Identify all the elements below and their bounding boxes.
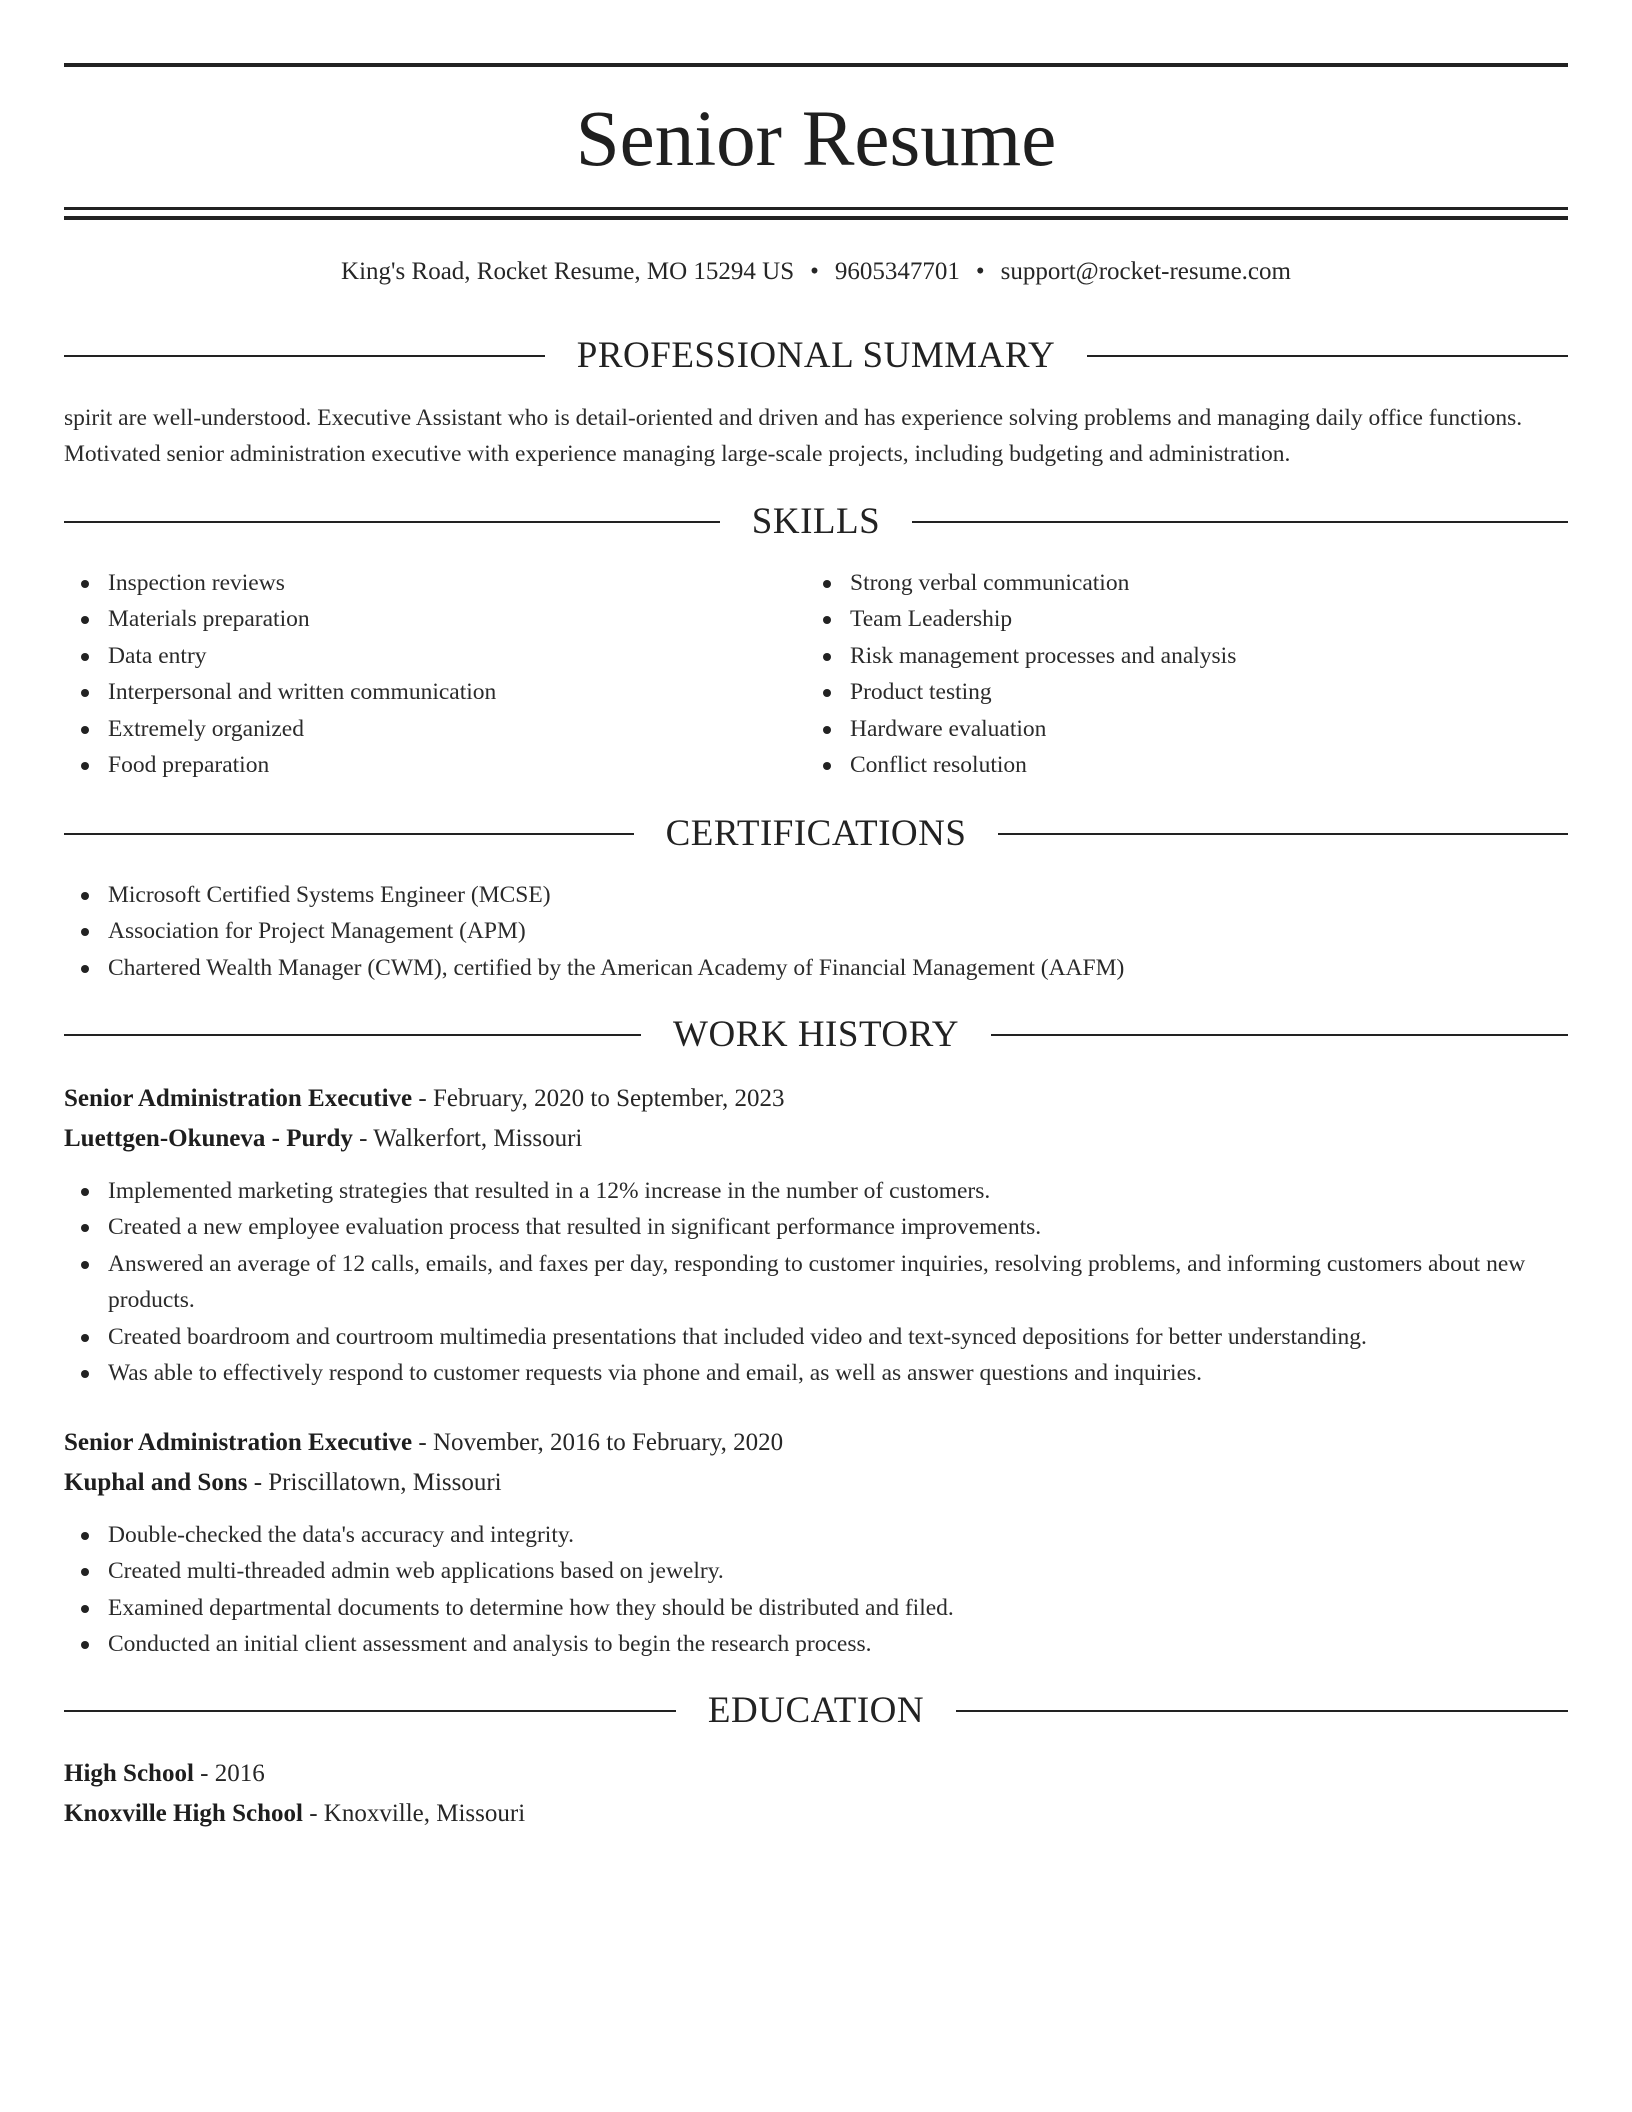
job-title-line [64, 1424, 1568, 1462]
heading-rule [912, 521, 1568, 523]
skill-item: Data entry [64, 638, 804, 674]
skill-item: Risk management processes and analysis [806, 638, 1566, 674]
skills-heading [64, 500, 1568, 544]
certification-item: Microsoft Certified Systems Engineer (MCSE) [64, 877, 1568, 913]
education-school: Knoxville High School [64, 1800, 303, 1827]
job-company: Kuphal and Sons [64, 1469, 248, 1496]
skill-item: Interpersonal and written communication [64, 674, 804, 710]
top-divider [64, 63, 1568, 67]
certification-item: Association for Project Management (APM) [64, 913, 1568, 949]
resume-name: Senior Resume [575, 96, 1057, 183]
heading-rule [1087, 355, 1568, 357]
contact-email: support@rocket-resume.com [1000, 258, 1291, 285]
job-location: - Walkerfort, Missouri [352, 1125, 583, 1152]
summary-text: spirit are well-understood. Executive Assistant who is detail-oriented and driven and has experience solving problems and managing daily office functions. Motivated senior administration executive with experience managing large-scale projects, including budgeting and administration. [64, 405, 1523, 467]
contact-line [64, 254, 1568, 290]
certifications-heading [64, 812, 1568, 856]
certification-item: Chartered Wealth Manager (CWM), certified by the American Academy of Financial Management (AAFM) [64, 950, 1568, 986]
job-dates: - November, 2016 to February, 2020 [412, 1429, 784, 1456]
job-bullets [64, 1173, 1568, 1391]
work-title: WORK HISTORY [673, 1014, 959, 1055]
skill-item: Materials preparation [64, 601, 804, 637]
skill-item: Strong verbal communication [806, 565, 1566, 601]
skill-item: Team Leadership [806, 601, 1566, 637]
heading-rule [64, 833, 634, 835]
job-company: Luettgen-Okuneva - Purdy [64, 1125, 353, 1152]
certifications-list [64, 877, 1568, 986]
heading-rule [64, 521, 720, 523]
job-bullet: Answered an average of 12 calls, emails, and faxes per day, responding to customer inquiries, resolving problems, and informing customers about new products. [64, 1246, 1568, 1319]
skill-item: Conflict resolution [806, 747, 1566, 783]
education-degree-line [64, 1755, 1568, 1793]
education-year: - 2016 [193, 1760, 265, 1787]
job-bullet: Implemented marketing strategies that resulted in a 12% increase in the number of customers. [64, 1173, 1568, 1209]
job-bullet: Created multi-threaded admin web applications based on jewelry. [64, 1553, 1568, 1589]
skills-title: SKILLS [751, 501, 881, 542]
job-bullet: Created boardroom and courtroom multimedia presentations that included video and text-synced depositions for better understanding. [64, 1319, 1568, 1355]
skill-item: Extremely organized [64, 711, 804, 747]
contact-address: King's Road, Rocket Resume, MO 15294 US [341, 258, 795, 285]
job-dates: - February, 2020 to September, 2023 [412, 1085, 785, 1112]
contact-separator: • [975, 258, 985, 285]
heading-rule [998, 833, 1568, 835]
heading-rule [956, 1710, 1568, 1712]
skills-list-right [806, 565, 1566, 783]
education-location: - Knoxville, Missouri [302, 1800, 526, 1827]
work-heading [64, 1013, 1568, 1057]
heading-rule [64, 1710, 676, 1712]
education-title: EDUCATION [707, 1690, 925, 1731]
job-bullet: Conducted an initial client assessment and analysis to begin the research process. [64, 1626, 1568, 1662]
header-double-divider [64, 207, 1568, 220]
job-title-line [64, 1080, 1568, 1118]
certifications-title: CERTIFICATIONS [665, 813, 967, 854]
contact-separator: • [810, 258, 819, 285]
heading-rule [64, 355, 545, 357]
skill-item: Hardware evaluation [806, 711, 1566, 747]
contact-phone: 9605347701 [834, 258, 960, 285]
job-role: Senior Administration Executive [64, 1429, 413, 1456]
skills-list-left [64, 565, 804, 783]
education-school-line [64, 1795, 1568, 1833]
job-bullets [64, 1517, 1568, 1663]
skill-item: Inspection reviews [64, 565, 804, 601]
heading-rule [64, 1034, 641, 1036]
education-degree: High School [64, 1760, 194, 1787]
job-bullet: Double-checked the data's accuracy and integrity. [64, 1517, 1568, 1553]
job-bullet: Created a new employee evaluation process that resulted in significant performance improvements. [64, 1209, 1568, 1245]
skill-item: Food preparation [64, 747, 804, 783]
summary-title: PROFESSIONAL SUMMARY [576, 335, 1056, 376]
skill-item: Product testing [806, 674, 1566, 710]
job-bullet: Was able to effectively respond to customer requests via phone and email, as well as answer questions and inquiries. [64, 1355, 1568, 1391]
summary-heading [64, 334, 1568, 378]
job-role: Senior Administration Executive [64, 1085, 413, 1112]
job-company-line [64, 1464, 1568, 1502]
heading-rule [991, 1034, 1568, 1036]
job-bullet: Examined departmental documents to determine how they should be distributed and filed. [64, 1590, 1568, 1626]
education-heading [64, 1689, 1568, 1733]
job-location: - Priscillatown, Missouri [247, 1469, 502, 1496]
job-company-line [64, 1120, 1568, 1158]
